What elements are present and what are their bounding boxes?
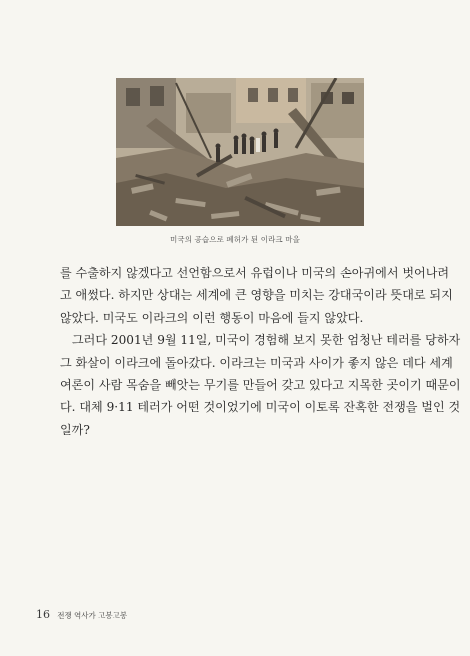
text-line: 않았다. 미국도 이라크의 이런 행동이 마음에 들지 않았다.	[60, 310, 364, 325]
text-line: 를 수출하지 않겠다고 선언함으로서 유럽이나 미국의 손아귀에서 벗어나려	[60, 266, 450, 280]
paragraph-1	[60, 262, 453, 329]
photo-caption: 미국의 공습으로 폐허가 된 이라크 마을	[170, 235, 300, 244]
text-line: 고 애썼다. 하지만 상대는 세계에 큰 영향을 미치는 강대국이라 뜻대로 되지	[60, 288, 453, 303]
text-line: 그 화살이 이라크에 돌아갔다. 이라크는 미국과 사이가 좋지 않은 데다 세계	[60, 355, 453, 370]
paragraph-2	[60, 329, 461, 441]
text-line: 그러다 2001년 9월 11일, 미국이 경험해 보지 못한 엄청난 테러를 당하자	[72, 333, 461, 348]
body-text	[60, 262, 461, 441]
page-number: 16	[36, 608, 50, 621]
rubble-illustration	[116, 78, 364, 226]
text-line: 여론이 사람 목숨을 빼앗는 무기를 만들어 갖고 있다고 지목한 곳이기 때문이	[60, 378, 461, 393]
text-line: 일까?	[60, 422, 90, 437]
running-title: 전쟁 역사가 고봉고봉	[57, 611, 128, 620]
ruined-village-photo	[116, 78, 364, 226]
text-line: 다. 대체 9·11 테러가 어떤 것이었기에 미국이 이토록 잔혹한 전쟁을 벌인 것	[60, 400, 461, 415]
page-footer	[36, 608, 127, 621]
